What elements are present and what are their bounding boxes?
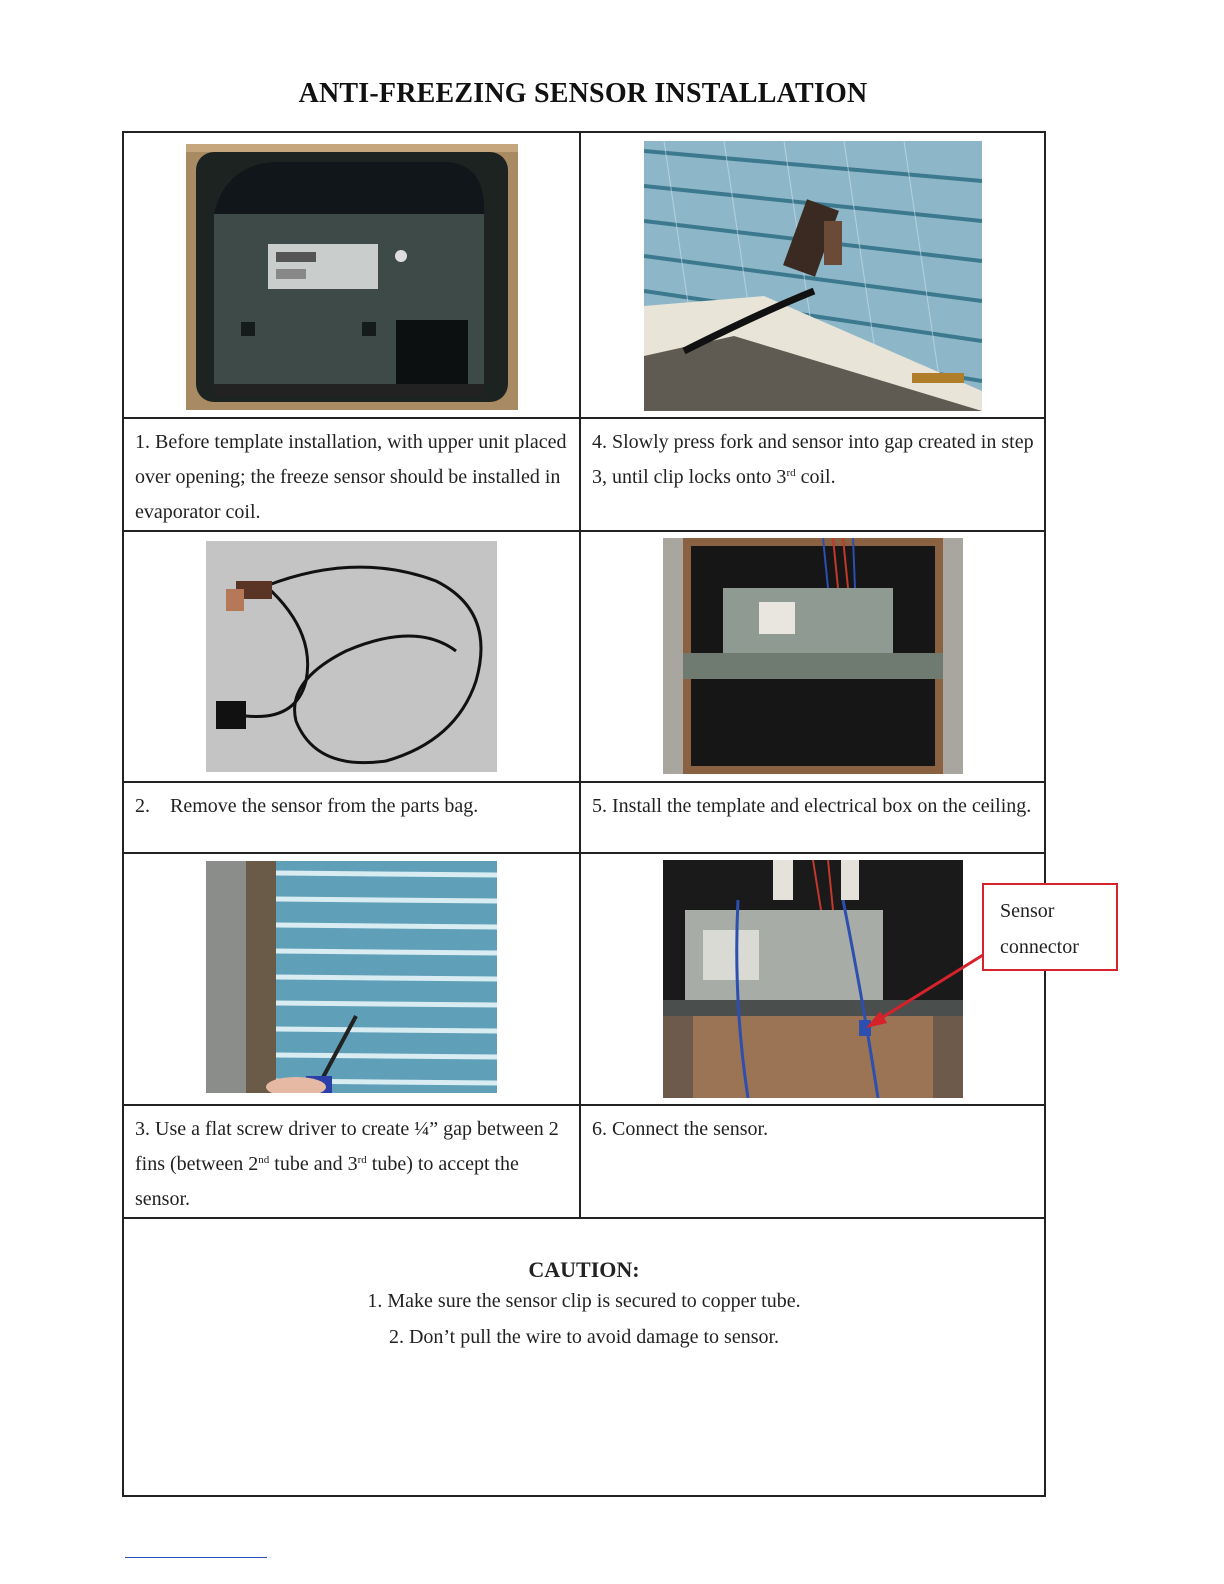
step-5-text: 5. Install the template and electrical box on the ceiling. xyxy=(592,795,1032,817)
step-4-text: 4. Slowly press fork and sensor into gap created in step 3, until clip locks onto 3rd coil. xyxy=(592,431,1034,488)
step-6-cell xyxy=(580,1105,1045,1218)
photo-cell-step2 xyxy=(123,531,580,782)
photo-cell-step6 xyxy=(580,853,1045,1105)
caution-line-1: 1. Make sure the sensor clip is secured to copper tube. xyxy=(367,1290,801,1312)
caution-cell xyxy=(123,1218,1045,1496)
photo-upper-unit-opening xyxy=(186,144,518,410)
step-2-text: 2. Remove the sensor from the parts bag. xyxy=(135,795,479,817)
photo-screwdriver-gap-in-fins xyxy=(206,861,497,1093)
caution-line-2: 2. Don’t pull the wire to avoid damage to sensor. xyxy=(388,1326,780,1348)
photo-cell-step3 xyxy=(123,853,580,1105)
callout-line-1: Sensor xyxy=(1000,900,1055,922)
step-3-text: 3. Use a flat screw driver to create ¼” gap between 2 fins (between 2nd tube and 3rd tube) to accept the sensor. xyxy=(135,1118,559,1210)
step-5-cell xyxy=(580,782,1045,853)
photo-sensor-connection xyxy=(663,860,963,1098)
photo-sensor-pressed-into-coil xyxy=(644,141,982,411)
caution-title: CAUTION: xyxy=(528,1257,640,1282)
step-1-text: 1. Before template installation, with upper unit placed over opening; the freeze sensor should be installed in evaporator coil. xyxy=(135,431,567,523)
step-2-cell xyxy=(123,782,580,853)
step-6-text: 6. Connect the sensor. xyxy=(592,1118,769,1140)
callout-line-2: connector xyxy=(1000,936,1079,958)
photo-sensor-with-cable xyxy=(206,541,497,772)
footer-rule xyxy=(125,1557,267,1558)
page-title: ANTI-FREEZING SENSOR INSTALLATION xyxy=(298,78,868,109)
instruction-table xyxy=(122,131,1046,1497)
photo-cell-step1 xyxy=(123,132,580,418)
photo-cell-step5 xyxy=(580,531,1045,782)
photo-cell-step4 xyxy=(580,132,1045,418)
photo-electrical-box-on-ceiling xyxy=(663,538,963,774)
step-3-cell xyxy=(123,1105,580,1218)
step-4-cell xyxy=(580,418,1045,531)
sensor-connector-callout xyxy=(982,883,1118,971)
step-1-cell xyxy=(123,418,580,531)
